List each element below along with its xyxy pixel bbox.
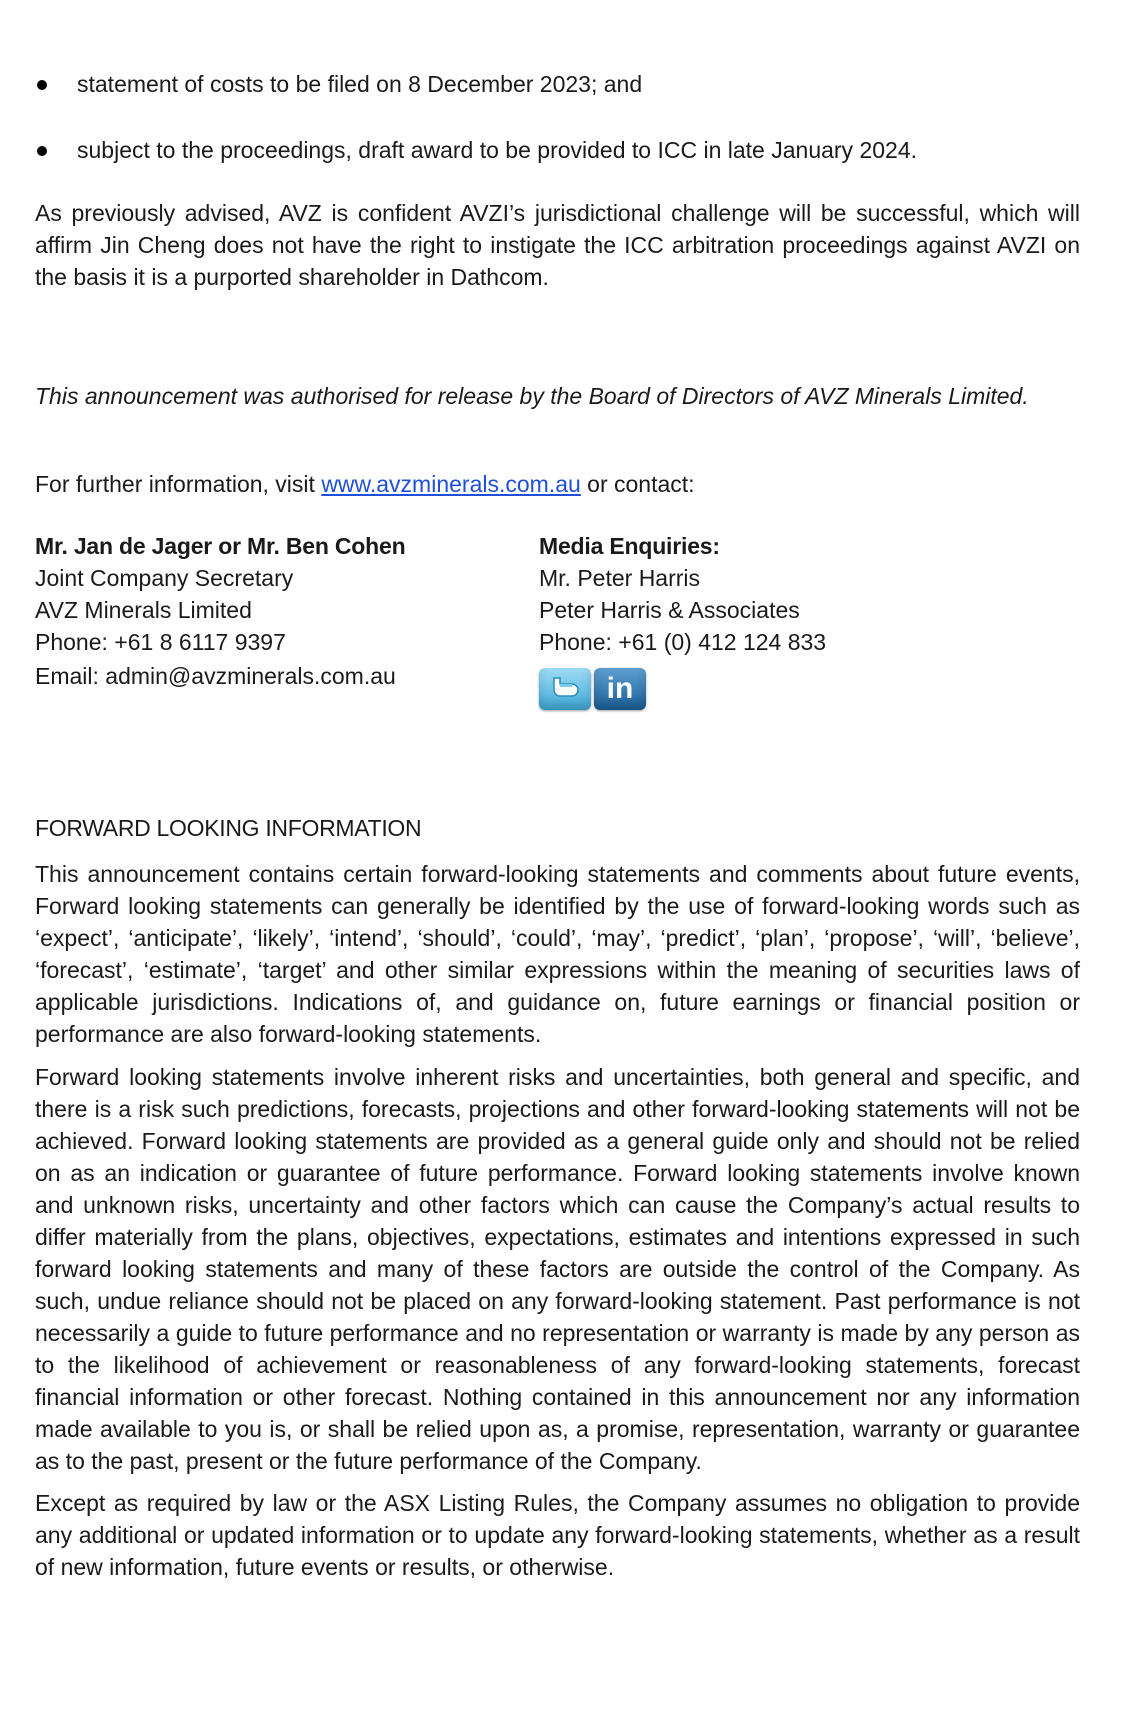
list-item <box>35 68 1080 100</box>
further-info-line <box>35 468 1080 500</box>
forward-looking-paragraph-1: This announcement contains certain forward-looking statements and comments about future events, Forward looking statements can generally be identified by the use of forward-looking words such as ‘expect’, ‘anticipate’, ‘likely’, ‘intend’, ‘should’, ‘could’, ‘may’, ‘predict’, ‘plan’, ‘propose’, ‘will’, ‘believe’, ‘forecast’, ‘estimate’, ‘target’ and other similar expressions within the meaning of securities laws of applicable jurisdictions. Indications of, and guidance on, future earnings or financial position or performance are also forward-looking statements. <box>35 861 1080 1047</box>
social-links <box>539 668 826 710</box>
forward-looking-paragraph-2: Forward looking statements involve inherent risks and uncertainties, both general and specific, and there is a risk such predictions, forecasts, projections and other forward-looking statements will not be achieved. Forward looking statements are provided as a general guide only and should not be relied on as an indication or guarantee of future performance. Forward looking statements involve known and unknown risks, uncertainty and other factors which can cause the Company’s actual results to differ materially from the plans, objectives, expectations, estimates and intentions expressed in such forward looking statements and many of these factors are outside the control of the Company. As such, undue reliance should not be placed on any forward-looking statement. Past performance is not necessarily a guide to future performance and no representation or warranty is made by any person as to the likelihood of achievement or reasonableness of any forward-looking statements, forecast financial information or other forecast. Nothing contained in this announcement nor any information made available to you is, or shall be relied upon as, a promise, representation, warranty or guarantee as to the past, present or the future performance of the Company. <box>35 1064 1080 1474</box>
contact-role: Joint Company Secretary <box>35 565 294 591</box>
list-item <box>35 134 1080 166</box>
bullet-text: subject to the proceedings, draft award to be provided to ICC in late January 2024. <box>77 137 918 163</box>
forward-looking-title: FORWARD LOOKING INFORMATION <box>35 815 422 841</box>
twitter-glyph <box>548 674 582 704</box>
further-info-prefix: For further information, visit <box>35 471 322 497</box>
bullet-list <box>35 68 1080 166</box>
bullet-text: statement of costs to be filed on 8 December 2023; and <box>77 71 643 97</box>
contact-media-enquiries <box>539 530 826 710</box>
contact-name: Mr. Jan de Jager or Mr. Ben Cohen <box>35 533 406 559</box>
contact-phone: Phone: +61 8 6117 9397 <box>35 629 286 655</box>
twitter-icon[interactable] <box>539 668 591 710</box>
linkedin-icon[interactable] <box>594 668 646 710</box>
intro-paragraph: As previously advised, AVZ is confident AVZI’s jurisdictional challenge will be successful, which will affirm Jin Cheng does not have the right to instigate the ICC arbitration proceedings against AVZI on the basis it is a purported shareholder in Dathcom. <box>35 200 1080 290</box>
further-info-suffix: or contact: <box>580 471 695 497</box>
contact-company: AVZ Minerals Limited <box>35 597 252 623</box>
contact-email: Email: admin@avzminerals.com.au <box>35 663 396 689</box>
media-contact-name: Mr. Peter Harris <box>539 565 701 591</box>
linkedin-glyph: in <box>606 672 634 705</box>
bullet-icon <box>37 80 47 90</box>
contact-company-secretary <box>35 530 405 692</box>
forward-looking-paragraph-3: Except as required by law or the ASX Listing Rules, the Company assumes no obligation to provide any additional or updated information or to update any forward-looking statements, whether as a result of new information, future events or results, or otherwise. <box>35 1490 1080 1580</box>
website-link[interactable]: www.avzminerals.com.au <box>321 471 581 497</box>
media-heading: Media Enquiries: <box>539 533 720 559</box>
media-contact-company: Peter Harris & Associates <box>539 597 800 623</box>
media-contact-phone: Phone: +61 (0) 412 124 833 <box>539 629 827 655</box>
bullet-icon <box>37 146 47 156</box>
authorisation-statement: This announcement was authorised for release by the Board of Directors of AVZ Minerals Limited. <box>35 383 1029 409</box>
